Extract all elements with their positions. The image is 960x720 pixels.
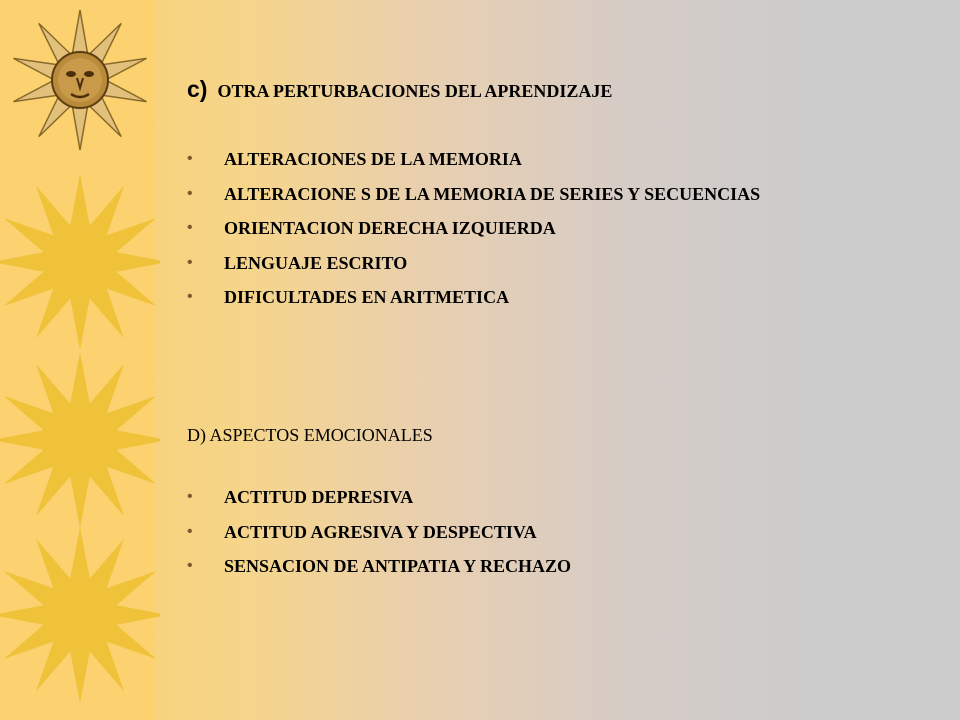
- bullet-icon: •: [187, 219, 193, 236]
- list-item-text: ACTITUD DEPRESIVA: [224, 487, 414, 507]
- list-item: [187, 280, 760, 315]
- section-subheading: D) ASPECTOS EMOCIONALES: [187, 425, 433, 445]
- list-item: [187, 480, 571, 515]
- list-item-text: ORIENTACION DERECHA IZQUIERDA: [224, 218, 556, 238]
- bullet-list-emotional: [187, 480, 571, 584]
- list-item: [187, 177, 760, 212]
- sun-face-icon: [11, 10, 149, 150]
- slide-heading: [187, 76, 612, 103]
- list-item: [187, 246, 760, 281]
- list-item-text: SENSACION DE ANTIPATIA Y RECHAZO: [224, 556, 572, 576]
- list-item-text: LENGUAJE ESCRITO: [224, 252, 408, 273]
- sun-icon: [0, 352, 160, 528]
- list-item-text: ALTERACIONES DE LA MEMORIA: [224, 149, 522, 169]
- bullet-icon: •: [187, 488, 193, 505]
- heading-text: OTRA PERTURBACIONES DEL APRENDIZAJE: [217, 81, 613, 101]
- list-item-text: ACTITUD AGRESIVA Y DESPECTIVA: [224, 521, 537, 542]
- list-item: [187, 549, 571, 584]
- sidebar-decoration: [0, 0, 160, 720]
- sun-icon: [0, 174, 160, 350]
- bullet-icon: •: [187, 288, 193, 305]
- heading-label: c): [187, 76, 208, 102]
- sun-icon: [0, 527, 160, 703]
- bullet-list-learning: [187, 142, 760, 315]
- list-item: [187, 515, 571, 550]
- list-item-text: DIFICULTADES EN ARITMETICA: [224, 287, 510, 307]
- list-item-text: ALTERACIONE S DE LA MEMORIA DE SERIES Y SECUENCIAS: [224, 183, 761, 204]
- bullet-icon: •: [187, 253, 193, 271]
- list-item: [187, 142, 760, 177]
- bullet-icon: •: [187, 522, 193, 540]
- list-item: [187, 211, 760, 246]
- bullet-icon: •: [187, 184, 193, 202]
- bullet-icon: •: [187, 557, 193, 574]
- bullet-icon: •: [187, 150, 193, 167]
